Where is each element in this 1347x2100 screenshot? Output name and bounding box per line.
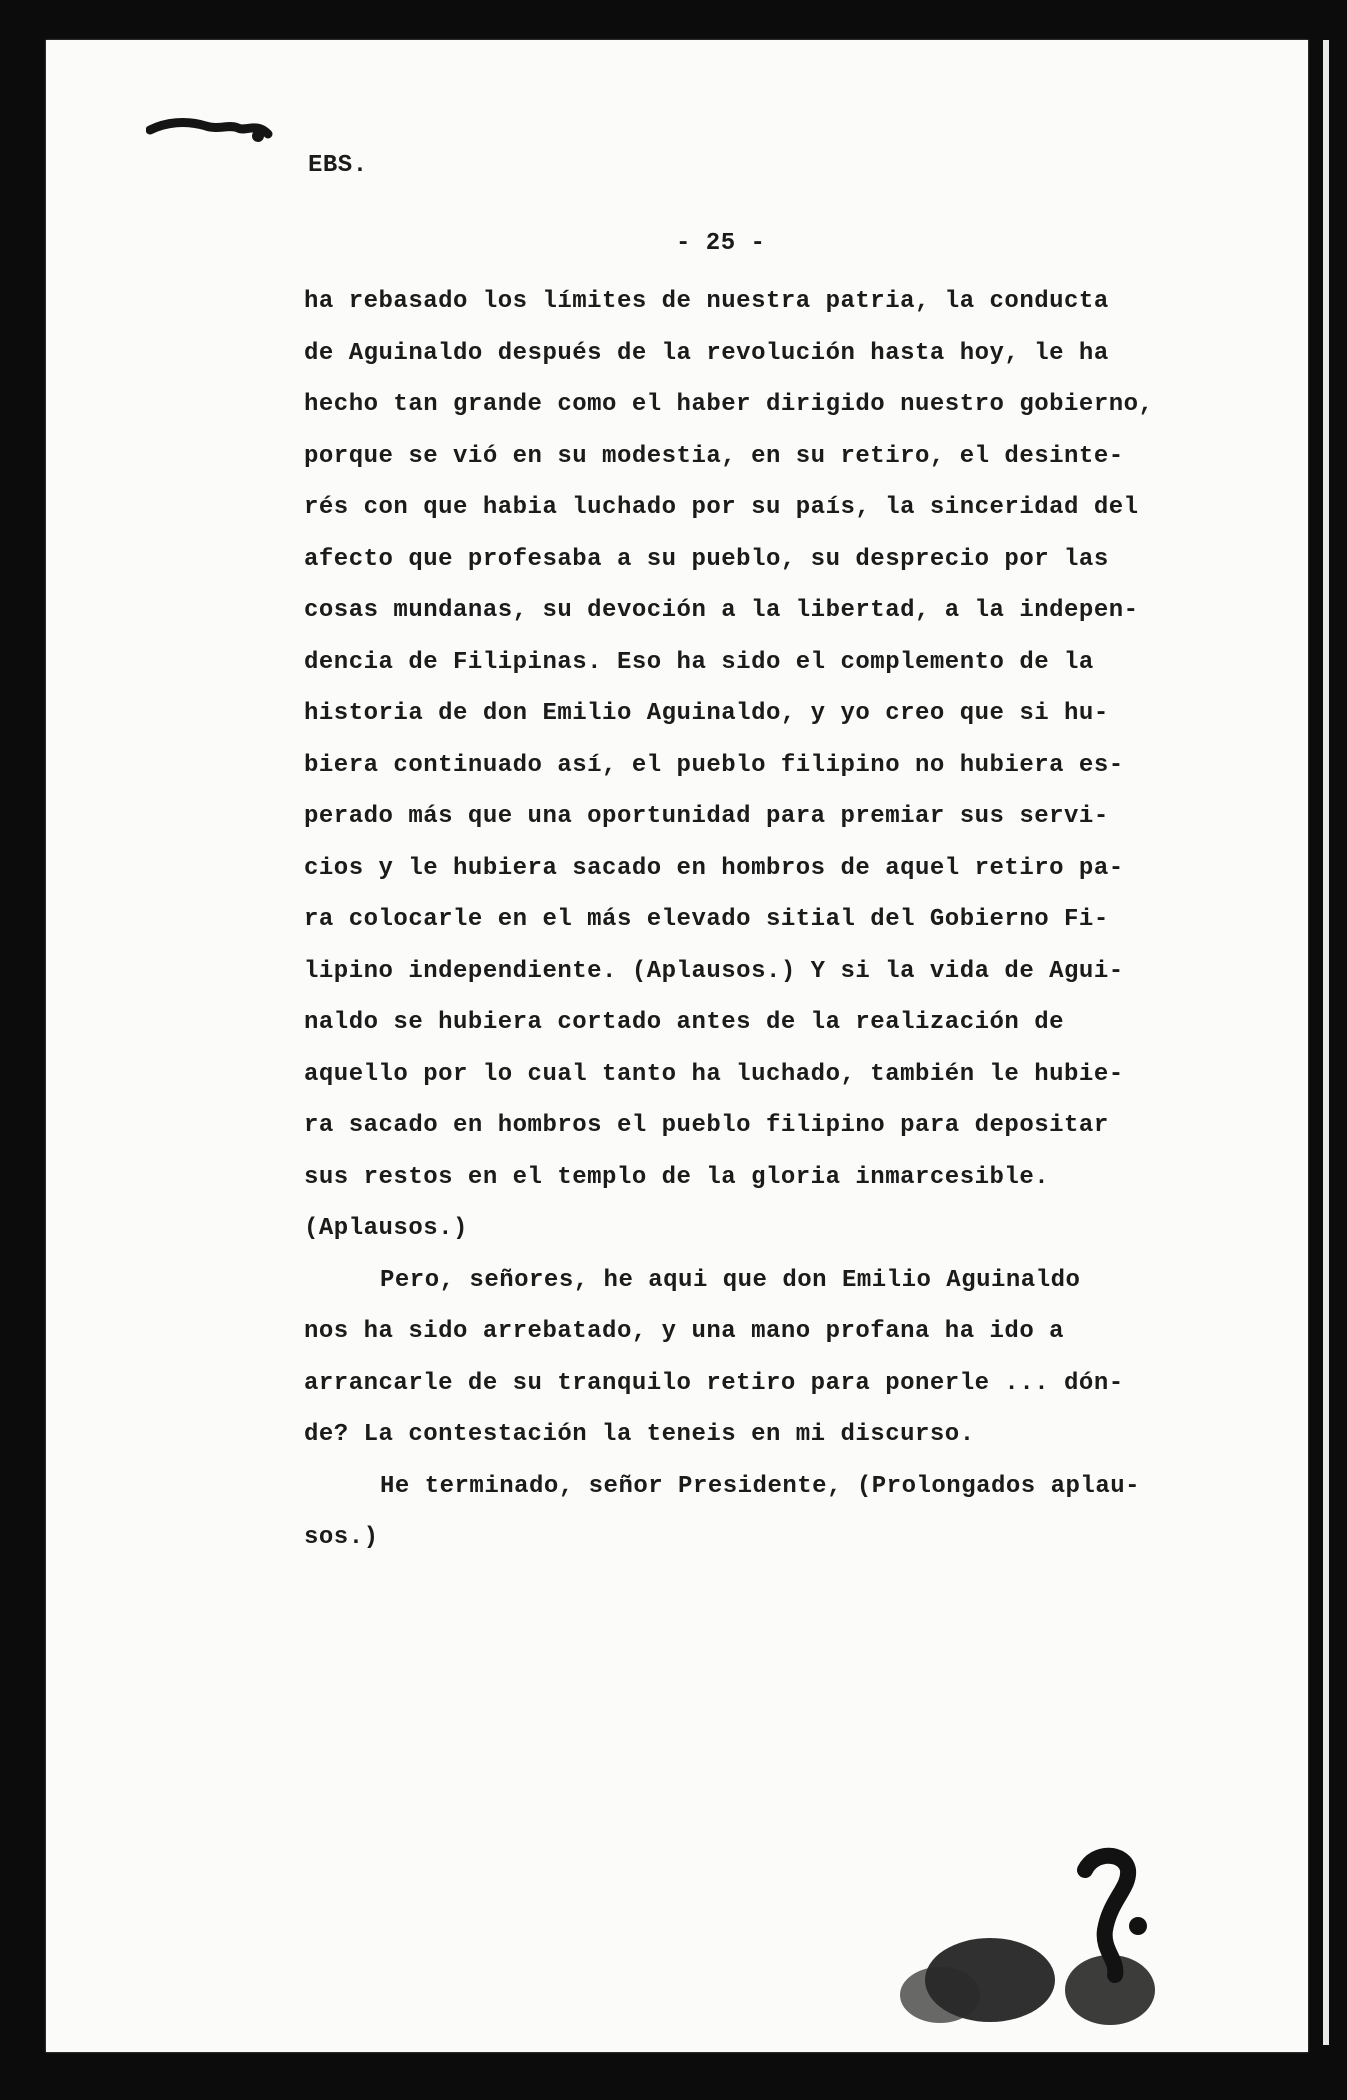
pen-scribble-mark <box>146 112 276 152</box>
ink-stain-mark <box>880 1840 1180 2040</box>
text-line: ha rebasado los límites de nuestra patria, la conducta <box>304 288 1109 315</box>
page-number: - 25 - <box>676 230 766 257</box>
text-line: cosas mundanas, su devoción a la libertad, a la indepen- <box>304 597 1139 624</box>
sheet-edge <box>1323 40 1329 2045</box>
text-line: ra colocarle en el más elevado sitial del Gobierno Fi- <box>304 906 1109 933</box>
text-line: perado más que una oportunidad para premiar sus servi- <box>304 803 1109 830</box>
text-line: cios y le hubiera sacado en hombros de aquel retiro pa- <box>304 854 1124 882</box>
text-line: aquello por lo cual tanto ha luchado, también le hubie- <box>304 1060 1124 1088</box>
text-line: hecho tan grande como el haber dirigido nuestro gobierno, <box>304 391 1154 418</box>
text-line: biera continuado así, el pueblo filipino no hubiera es- <box>304 751 1124 779</box>
text-line: (Aplausos.) <box>304 1215 468 1242</box>
text-line: sus restos en el templo de la gloria inmarcesible. <box>304 1163 1050 1191</box>
text-line: rés con que habia luchado por su país, la sinceridad del <box>304 494 1139 521</box>
text-line: dencia de Filipinas. Eso ha sido el complemento de la <box>304 648 1094 676</box>
text-line: ra sacado en hombros el pueblo filipino para depositar <box>304 1112 1109 1139</box>
text-line: porque se vió en su modestia, en su retiro, el desinte- <box>304 442 1124 470</box>
paragraph-start-line: He terminado, señor Presidente, (Prolongados aplau- <box>380 1472 1141 1500</box>
text-line: naldo se hubiera cortado antes de la realización de <box>304 1009 1065 1036</box>
text-line: arrancarle de su tranquilo retiro para ponerle ... dón- <box>304 1369 1124 1397</box>
text-line: historia de don Emilio Aguinaldo, y yo creo que si hu- <box>304 700 1109 727</box>
typist-initials: EBS. <box>308 152 368 179</box>
speech-text <box>304 276 1204 1564</box>
text-line: sos.) <box>304 1524 379 1551</box>
text-line: de Aguinaldo después de la revolución hasta hoy, le ha <box>304 339 1109 367</box>
text-line: lipino independiente. (Aplausos.) Y si la vida de Agui- <box>304 957 1124 985</box>
paragraph-start-line: Pero, señores, he aqui que don Emilio Aguinaldo <box>380 1266 1081 1294</box>
text-line: nos ha sido arrebatado, y una mano profana ha ido a <box>304 1318 1065 1345</box>
text-line: afecto que profesaba a su pueblo, su desprecio por las <box>304 545 1109 573</box>
text-line: de? La contestación la teneis en mi discurso. <box>304 1421 975 1448</box>
